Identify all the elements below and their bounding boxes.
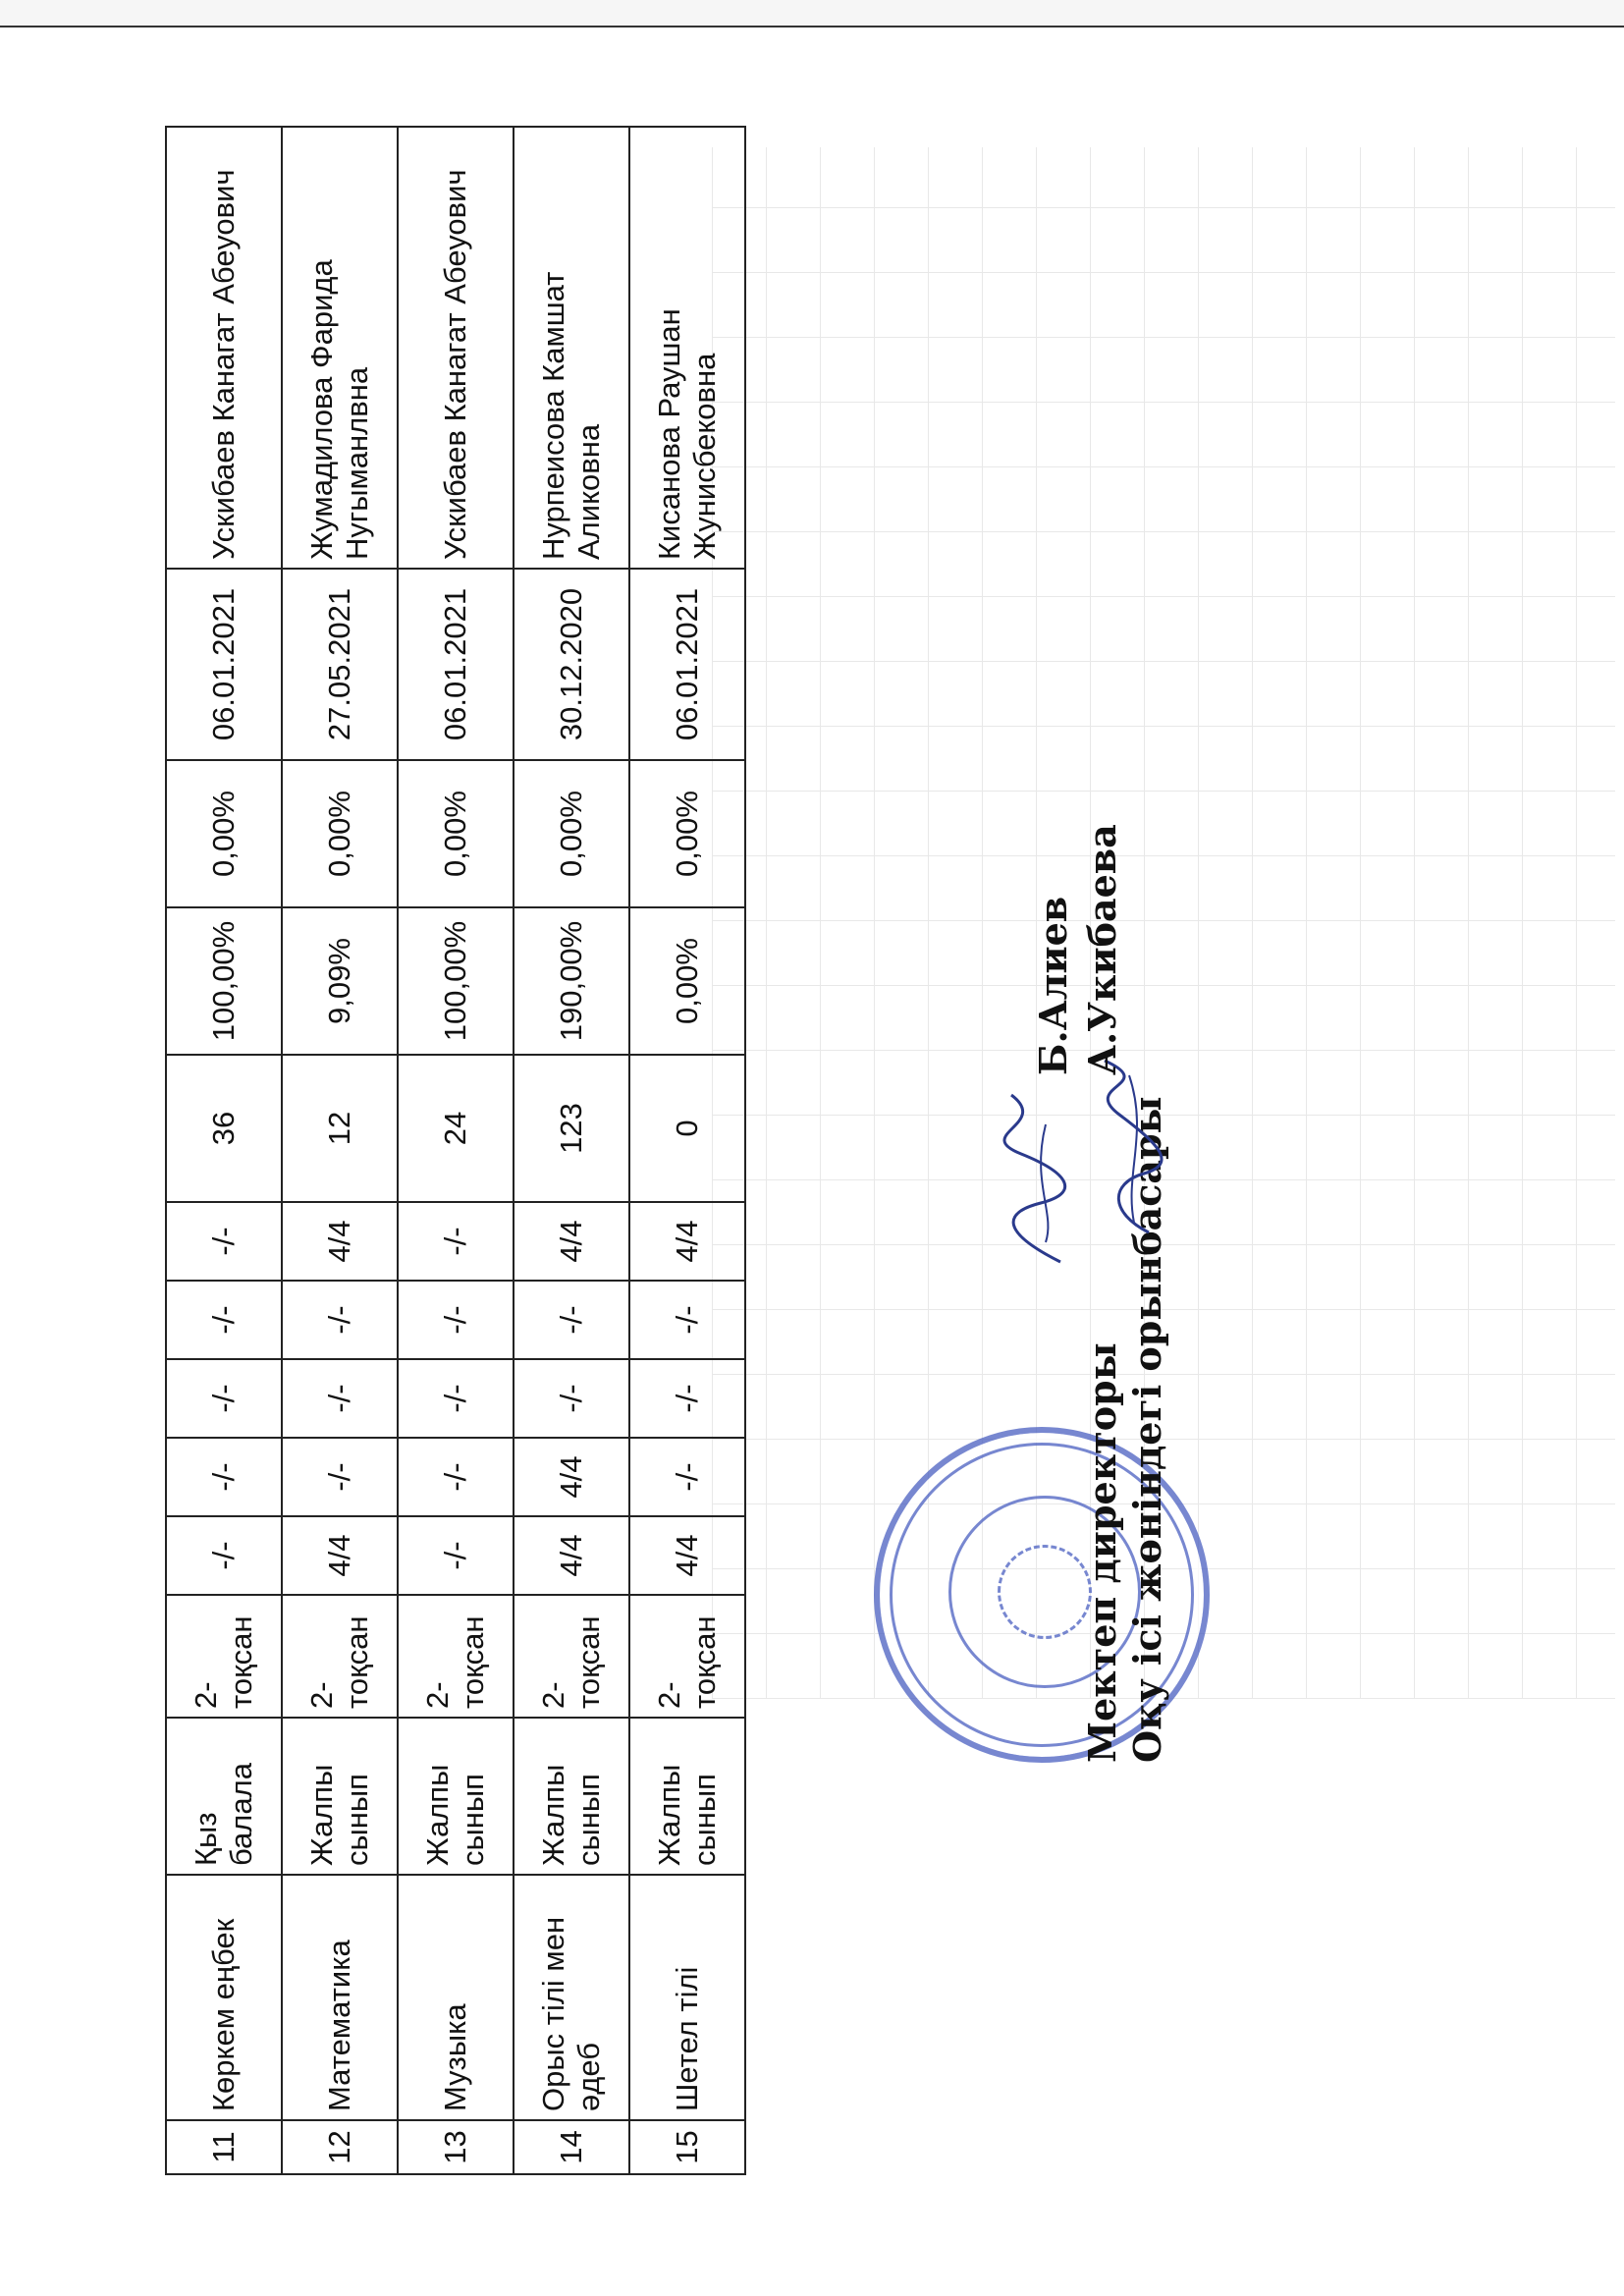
table-row — [398, 127, 514, 2174]
cell-c4: -/- — [166, 1281, 282, 1359]
cell-c4: -/- — [514, 1281, 629, 1359]
cell-term: 2-тоқсан — [166, 1595, 282, 1718]
cell-class: Жалпы сынып — [629, 1718, 745, 1875]
cell-c2: -/- — [398, 1438, 514, 1516]
cell-no: 12 — [282, 2120, 398, 2174]
cell-c1: -/- — [398, 1516, 514, 1595]
cell-count: 0 — [629, 1055, 745, 1202]
cell-teacher: Жумадилова Фарида Нугыманлвна — [282, 127, 398, 569]
cell-c5: 4/4 — [282, 1202, 398, 1281]
cell-c1: -/- — [166, 1516, 282, 1595]
cell-class: Жалпы сынып — [282, 1718, 398, 1875]
cell-c2: -/- — [629, 1438, 745, 1516]
director-name: Б.Алиев — [1031, 896, 1075, 1075]
table-row — [282, 127, 398, 2174]
deputy-signature-icon — [1090, 1056, 1178, 1242]
cell-teacher: Кисанова Раушан Жунисбековна — [629, 127, 745, 569]
cell-c4: -/- — [629, 1281, 745, 1359]
cell-c4: -/- — [398, 1281, 514, 1359]
cell-c1: 4/4 — [514, 1516, 629, 1595]
cell-teacher: Нурпеисова Камшат Аликовна — [514, 127, 629, 569]
cell-subject: Шетел тілі — [629, 1875, 745, 2120]
cell-c3: -/- — [282, 1359, 398, 1438]
cell-pct2: 0,00% — [514, 760, 629, 907]
seal-emblem — [998, 1545, 1092, 1639]
cell-c3: -/- — [166, 1359, 282, 1438]
cell-pct2: 0,00% — [629, 760, 745, 907]
cell-date: 27.05.2021 — [282, 569, 398, 760]
cell-term: 2-тоқсан — [398, 1595, 514, 1718]
director-title: Мектеп директоры — [1080, 1342, 1124, 1763]
cell-term: 2-тоқсан — [514, 1595, 629, 1718]
table-row — [514, 127, 629, 2174]
cell-c2: -/- — [282, 1438, 398, 1516]
cell-no: 13 — [398, 2120, 514, 2174]
cell-c3: -/- — [514, 1359, 629, 1438]
cell-pct2: 0,00% — [282, 760, 398, 907]
cell-term: 2-тоқсан — [282, 1595, 398, 1718]
cell-c4: -/- — [282, 1281, 398, 1359]
cell-date: 30.12.2020 — [514, 569, 629, 760]
cell-date: 06.01.2021 — [629, 569, 745, 760]
cell-c2: -/- — [166, 1438, 282, 1516]
cell-c5: 4/4 — [629, 1202, 745, 1281]
cell-no: 14 — [514, 2120, 629, 2174]
cell-class: Жалпы сынып — [514, 1718, 629, 1875]
director-signature-icon — [992, 1085, 1080, 1272]
cell-count: 123 — [514, 1055, 629, 1202]
cell-pct2: 0,00% — [398, 760, 514, 907]
cell-no: 11 — [166, 2120, 282, 2174]
cell-class: Жалпы сынып — [398, 1718, 514, 1875]
cell-term: 2-тоқсан — [629, 1595, 745, 1718]
cell-date: 06.01.2021 — [398, 569, 514, 760]
cell-pct1: 190,00% — [514, 907, 629, 1055]
cell-c5: -/- — [166, 1202, 282, 1281]
cell-c2: 4/4 — [514, 1438, 629, 1516]
rotated-sheet — [137, 15, 1624, 2175]
cell-subject: Математика — [282, 1875, 398, 2120]
cell-subject: Көркем еңбек — [166, 1875, 282, 2120]
cell-c5: -/- — [398, 1202, 514, 1281]
cell-teacher: Ускибаев Канагат Абеуович — [398, 127, 514, 569]
cell-pct1: 0,00% — [629, 907, 745, 1055]
cell-count: 36 — [166, 1055, 282, 1202]
grades-table — [165, 126, 746, 2175]
cell-count: 24 — [398, 1055, 514, 1202]
cell-pct1: 100,00% — [166, 907, 282, 1055]
cell-c1: 4/4 — [282, 1516, 398, 1595]
deputy-name: А.Укибаева — [1080, 824, 1124, 1075]
cell-pct1: 100,00% — [398, 907, 514, 1055]
cell-c5: 4/4 — [514, 1202, 629, 1281]
cell-subject: Орыс тілі мен әдеб — [514, 1875, 629, 2120]
deputy-title: Оқу ісі жөніндегі орынбасары — [1125, 1096, 1169, 1763]
cell-pct1: 9,09% — [282, 907, 398, 1055]
table-row — [629, 127, 745, 2174]
cell-class: Қыз балала — [166, 1718, 282, 1875]
cell-teacher: Ускибаев Канагат Абеуович — [166, 127, 282, 569]
cell-date: 06.01.2021 — [166, 569, 282, 760]
cell-c3: -/- — [629, 1359, 745, 1438]
cell-c3: -/- — [398, 1359, 514, 1438]
cell-c1: 4/4 — [629, 1516, 745, 1595]
cell-subject: Музыка — [398, 1875, 514, 2120]
table-row — [166, 127, 282, 2174]
cell-no: 15 — [629, 2120, 745, 2174]
cell-pct2: 0,00% — [166, 760, 282, 907]
cell-count: 12 — [282, 1055, 398, 1202]
table-body — [166, 127, 745, 2174]
